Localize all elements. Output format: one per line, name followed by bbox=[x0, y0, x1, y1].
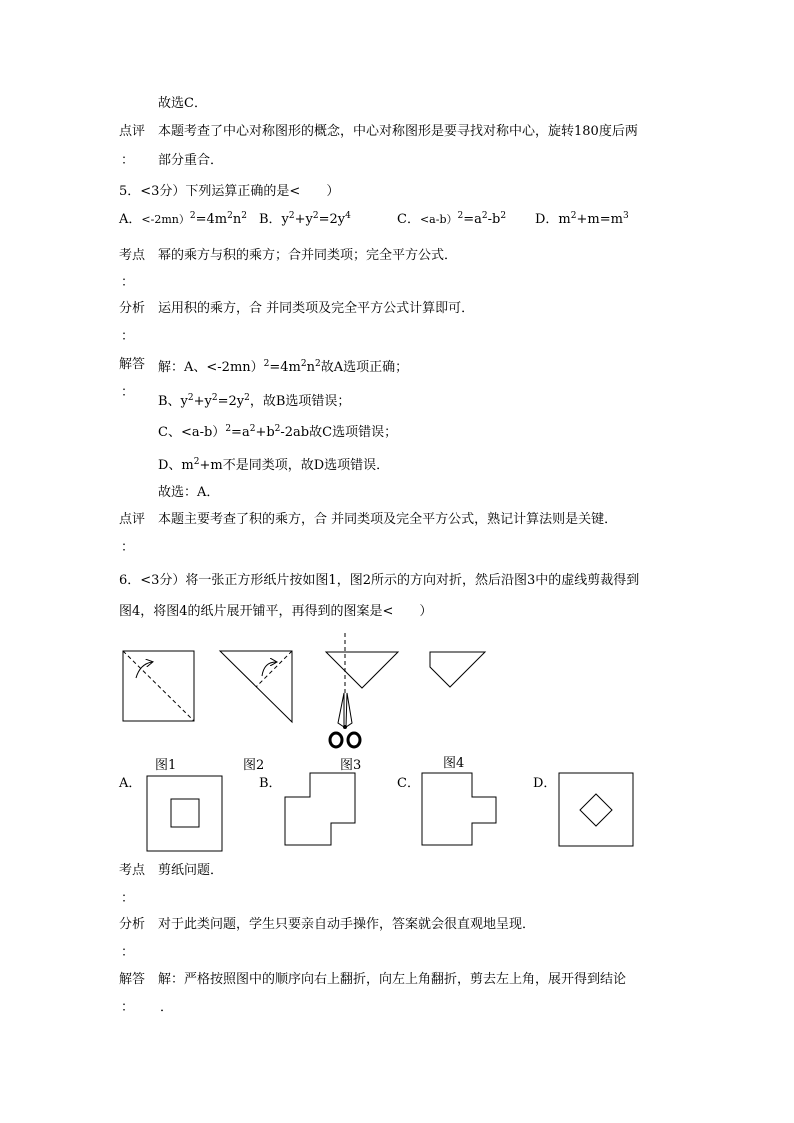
colon: ： bbox=[121, 945, 135, 960]
label-jieda: 解答 bbox=[119, 972, 146, 987]
kaodian-text: 剪纸问题． bbox=[158, 863, 224, 878]
question-6: 6．<3分）将一张正方形纸片按如图1，图2所示的方向对折，然后沿图3中的虚线剪裁得到 bbox=[119, 573, 640, 588]
period: ． bbox=[160, 1000, 174, 1015]
option-d-figure bbox=[559, 773, 633, 846]
option-a-figure bbox=[147, 776, 222, 851]
text-line: 故选C． bbox=[158, 96, 207, 111]
option-c-figure bbox=[422, 773, 496, 845]
dianping-text: 本题主要考查了积的乘方，合 并同类项及完全平方公式，熟记计算法则是关键． bbox=[158, 512, 618, 527]
colon: ： bbox=[121, 891, 135, 906]
label-jieda: 解答 bbox=[119, 357, 146, 372]
q5-option-c: C．$<a-b)^2=a^2-b^2$ bbox=[397, 211, 507, 227]
text-line: 部分重合． bbox=[158, 153, 224, 168]
option-c-label: C． bbox=[397, 776, 420, 791]
jieda-line: 故选：A． bbox=[158, 485, 220, 500]
jieda-line: 解：A、$<-2mn)^2=4m^2n^2$故A选项正确； bbox=[158, 359, 409, 375]
q5-option-d: D．$m^2+m=m^3$ bbox=[535, 211, 629, 227]
question-6-cont: 图4，将图4的纸片展开铺平，再得到的图案是< ） bbox=[119, 604, 433, 619]
q5-option-a: A．$<-2mn)^2=4m^2n^2$ bbox=[119, 211, 247, 227]
question-5: 5．<3分）下列运算正确的是< ） bbox=[119, 184, 340, 199]
colon: ： bbox=[121, 275, 135, 290]
fenxi-text: 运用积的乘方，合 并同类项及完全平方公式计算即可． bbox=[158, 301, 475, 316]
figure-2 bbox=[220, 651, 292, 722]
q5-option-b: B．$y^2+y^2=2y^4$ bbox=[259, 211, 351, 227]
label-fenxi: 分析 bbox=[119, 301, 146, 316]
fenxi-text: 对于此类问题，学生只要亲自动手操作，答案就会很直观地呈现． bbox=[158, 917, 536, 932]
figure-4 bbox=[430, 652, 485, 687]
jieda-text: 解：严格按照图中的顺序向右上翻折，向左上角翻折，剪去左上角，展开得到结论 bbox=[158, 972, 627, 987]
figure-2-caption: 图2 bbox=[243, 758, 265, 773]
jieda-line: C、$<a-b)^2=a^2+b^2-2ab$故C选项错误； bbox=[158, 424, 398, 440]
option-b-figure bbox=[285, 773, 355, 845]
colon: ： bbox=[121, 329, 135, 344]
colon: ： bbox=[121, 385, 135, 400]
colon: ： bbox=[121, 1000, 135, 1015]
figure-3-caption: 图3 bbox=[340, 758, 362, 773]
colon: ： bbox=[121, 540, 135, 555]
label-dianping: 点评 bbox=[119, 124, 146, 139]
colon: ： bbox=[121, 153, 135, 168]
label-kaodian: 考点 bbox=[119, 248, 146, 263]
label-dianping: 点评 bbox=[119, 512, 146, 527]
option-a-label: A． bbox=[119, 776, 142, 791]
figure-1 bbox=[123, 651, 194, 721]
kaodian-text: 幂的乘方与积的乘方；合并同类项；完全平方公式． bbox=[158, 248, 458, 263]
option-b-label: B． bbox=[259, 776, 282, 791]
jieda-line: B、$y^2+y^2=2y^2$，故B选项错误； bbox=[158, 393, 351, 409]
option-d-label: D． bbox=[533, 776, 557, 791]
figure-1-caption: 图1 bbox=[155, 758, 177, 773]
figure-3 bbox=[326, 633, 398, 696]
label-kaodian: 考点 bbox=[119, 863, 146, 878]
text-line: 本题考查了中心对称图形的概念，中心对称图形是要寻找对称中心，旋转180度后两 bbox=[158, 124, 638, 139]
figure-4-caption: 图4 bbox=[443, 756, 465, 771]
jieda-line: D、$m^2+m$不是同类项，故D选项错误． bbox=[158, 457, 390, 473]
scissors-icon bbox=[330, 693, 360, 747]
label-fenxi: 分析 bbox=[119, 917, 146, 932]
